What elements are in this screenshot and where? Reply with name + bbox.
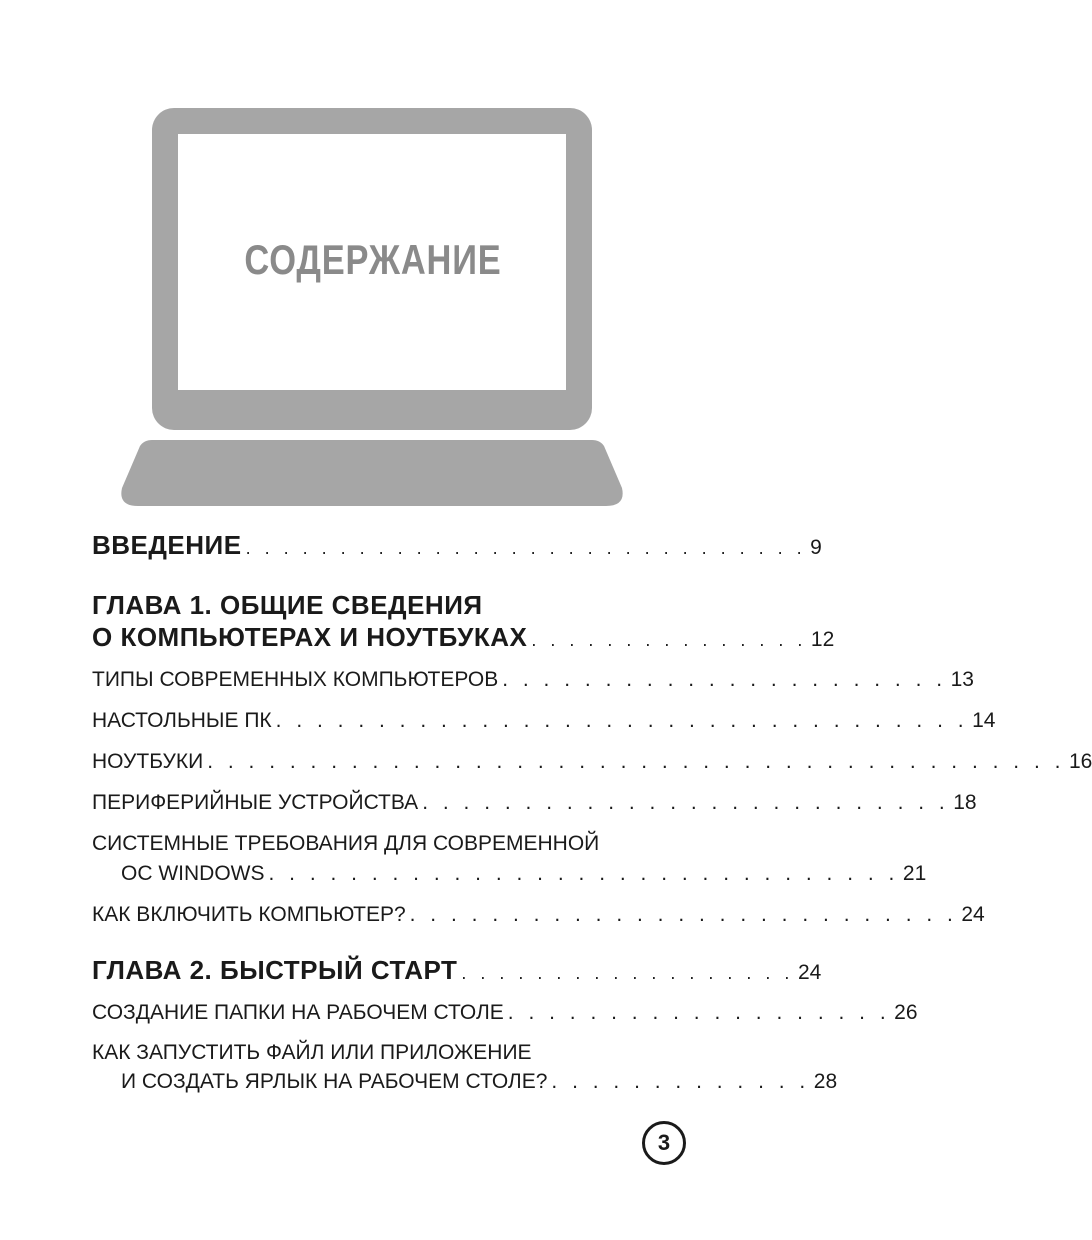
toc-leader-dots: . . . . . . . . . . . . . . . . . . . . . . . . . . . . . . (245, 538, 807, 558)
toc-entry-label: НОУТБУКИ (92, 750, 204, 773)
toc-entry-label: ОС WINDOWS (121, 862, 265, 885)
toc-entry-line2-row (121, 862, 927, 886)
toc-page-number: 13 (950, 668, 974, 691)
toc-entry-section[interactable] (92, 668, 974, 692)
toc-entry-label: ГЛАВА 2. БЫСТРЫЙ СТАРТ (92, 955, 458, 985)
toc-page-number: 24 (961, 903, 985, 926)
toc-page-number: 26 (894, 1001, 918, 1024)
toc-leader-dots: . . . . . . . . . . . . . . . . . . (461, 963, 794, 983)
toc-page-number: 28 (813, 1070, 838, 1093)
toc-leader-dots: . . . . . . . . . . . . . . . . . . . . . . . . . . . . . . . . . . . . . . . . . . (207, 750, 1065, 773)
toc-entry-intro[interactable] (92, 530, 822, 561)
toc-page-number: 24 (797, 961, 822, 984)
toc-page-number: 18 (953, 791, 977, 814)
toc-leader-dots: . . . . . . . . . . . . . . . . . . . . . . . . . . . . . . . . . . (275, 709, 969, 732)
toc-entry-label: НАСТОЛЬНЫЕ ПК (92, 709, 272, 732)
toc-entry-label: КАК ВКЛЮЧИТЬ КОМПЬЮТЕР? (92, 903, 406, 926)
toc-entry-label: ПЕРИФЕРИЙНЫЕ УСТРОЙСТВА (92, 791, 419, 814)
toc-entry-poweron[interactable] (92, 903, 985, 927)
toc-leader-dots: . . . . . . . . . . . . . (551, 1070, 810, 1093)
toc-leader-dots: . . . . . . . . . . . . . . . . . . . . . . . . . . . . . . . (268, 862, 899, 885)
toc-entry-section[interactable] (92, 791, 977, 815)
toc-leader-dots: . . . . . . . . . . . . . . . . . . . . . . . . . . (422, 791, 950, 814)
toc-leader-dots: . . . . . . . . . . . . . . . . . . . . . . . . . . . (409, 903, 958, 926)
toc-entry-label: И СОЗДАТЬ ЯРЛЫК НА РАБОЧЕМ СТОЛЕ? (121, 1070, 548, 1093)
toc-chapter-line2-row (92, 622, 835, 653)
toc-entry-folder[interactable] (92, 1001, 918, 1025)
toc-leader-dots: . . . . . . . . . . . . . . . (531, 630, 807, 650)
toc-page-number: 9 (810, 536, 822, 559)
toc-page-number: 16 (1068, 750, 1092, 773)
toc-page-number: 14 (972, 709, 996, 732)
toc-entry-chapter2[interactable] (92, 955, 822, 986)
toc-page-number: 21 (902, 862, 927, 885)
toc-entry-section[interactable] (92, 709, 996, 733)
toc-entry-line1: КАК ЗАПУСТИТЬ ФАЙЛ ИЛИ ПРИЛОЖЕНИЕ (92, 1041, 532, 1064)
toc-entry-label: ВВЕДЕНИЕ (92, 530, 242, 560)
toc-entry-line2-row (121, 1070, 838, 1094)
toc-leader-dots: . . . . . . . . . . . . . . . . . . . . . . (502, 668, 947, 691)
toc-entry-label: О КОМПЬЮТЕРАХ И НОУТБУКАХ (92, 622, 528, 652)
page-title: СОДЕРЖАНИЕ (244, 236, 502, 283)
toc-leader-dots: . . . . . . . . . . . . . . . . . . . (507, 1001, 891, 1024)
page-number-badge: 3 (642, 1121, 686, 1165)
toc-chapter-line1: ГЛАВА 1. ОБЩИЕ СВЕДЕНИЯ (92, 590, 483, 620)
toc-entry-line1: СИСТЕМНЫЕ ТРЕБОВАНИЯ ДЛЯ СОВРЕМЕННОЙ (92, 832, 600, 855)
toc-entry-label: ТИПЫ СОВРЕМЕННЫХ КОМПЬЮТЕРОВ (92, 668, 499, 691)
toc-page-number: 12 (810, 628, 835, 651)
toc-entry-section[interactable] (92, 750, 1092, 774)
laptop-base (121, 440, 622, 506)
toc-entry-label: СОЗДАНИЕ ПАПКИ НА РАБОЧЕМ СТОЛЕ (92, 1001, 504, 1024)
